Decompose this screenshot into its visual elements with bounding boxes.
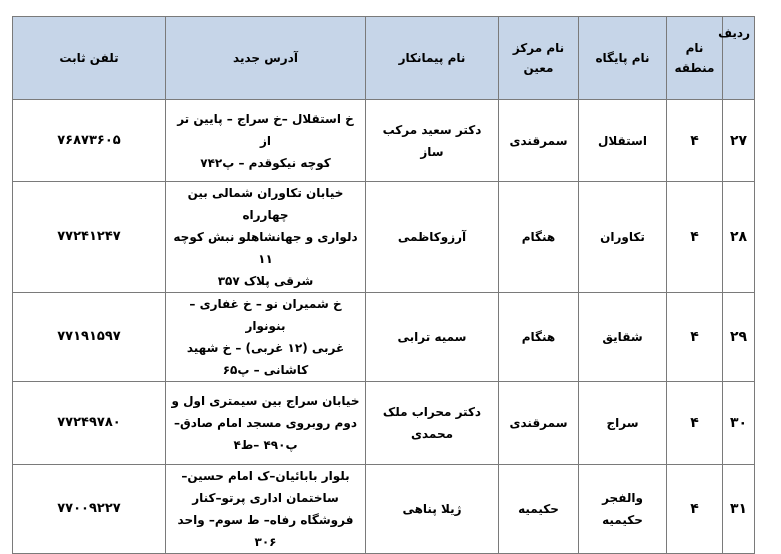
address-line: خیابان تکاوران شمالی بین چهارراه [187,186,344,222]
cell-address [166,465,366,554]
cell-payegah: شقایق [579,293,667,382]
address-line: فروشگاه رفاه– ط سوم– واحد ۳۰۶ [177,513,354,549]
cell-markaz: حکیمیه [499,465,579,554]
header-mantaqe: نام منطقه [667,17,723,100]
address-line: شرقی پلاک ۳۵۷ [217,274,314,288]
table-row [13,465,755,554]
cell-address [166,382,366,465]
header-peymankar: نام پیمانکار [366,17,499,100]
cell-markaz: سمرقندی [499,100,579,182]
cell-phone: ۷۷۰۰۹۲۲۷ [13,465,166,554]
cell-payegah: سراج [579,382,667,465]
cell-peymankar: دکتر سعید مرکب ساز [366,100,499,182]
cell-radif: ۳۱ [723,465,755,554]
address-line: دلواری و جهانشاهلو نبش کوچه ۱۱ [173,230,358,266]
address-line: پ۴۹۰ –ط۴ [233,438,298,452]
cell-peymankar: ژیلا پناهی [366,465,499,554]
cell-mantaqe: ۴ [667,293,723,382]
address-line: دوم روبروی مسجد امام صادق– [174,416,357,430]
peymankar-line: دکتر محراب ملک [382,405,482,419]
address-line: غربی (۱۲ غربی) – خ شهید [186,341,345,355]
cell-payegah: تکاوران [579,182,667,293]
cell-phone: ۷۷۲۴۹۷۸۰ [13,382,166,465]
header-markaz: نام مرکز معین [499,17,579,100]
address-line: کاشانی – پ۶۵ [222,363,309,377]
cell-radif: ۲۹ [723,293,755,382]
peymankar-line: محمدی [410,427,454,441]
table-row [13,293,755,382]
address-line: کوچه نیکوقدم – پ۷۴۲ [200,155,331,170]
cell-payegah: والفجر حکیمیه [579,465,667,554]
header-radif: ردیف [723,17,755,100]
cell-address [166,182,366,293]
table-row [13,382,755,465]
cell-markaz: هنگام [499,182,579,293]
address-line: بلوار بابائیان–ک امام حسین– [181,469,350,483]
table-row [13,182,755,293]
address-line: خیابان سراج بین سیمتری اول و [171,394,360,408]
cell-mantaqe: ۴ [667,182,723,293]
cell-peymankar [366,382,499,465]
cell-peymankar: سمیه ترابی [366,293,499,382]
address-line: ساختمان اداری پرتو–کنار [192,491,339,505]
address-line: خ شمیران نو – خ غفاری – بنونوار [189,297,342,333]
cell-address [166,100,366,182]
cell-radif: ۲۸ [723,182,755,293]
header-address: آدرس جدید [166,17,366,100]
header-phone: تلفن ثابت [13,17,166,100]
cell-phone: ۷۷۲۴۱۲۴۷ [13,182,166,293]
header-payegah: نام پایگاه [579,17,667,100]
cell-peymankar: آرزوکاظمی [366,182,499,293]
cell-radif: ۲۷ [723,100,755,182]
cell-mantaqe: ۴ [667,100,723,182]
cell-phone: ۷۶۸۷۳۶۰۵ [13,100,166,182]
table-row [13,100,755,182]
cell-radif: ۳۰ [723,382,755,465]
cell-mantaqe: ۴ [667,382,723,465]
cell-markaz: هنگام [499,293,579,382]
header-row [13,17,755,100]
cell-phone: ۷۷۱۹۱۵۹۷ [13,293,166,382]
contractors-table [12,16,755,554]
cell-address [166,293,366,382]
cell-payegah: استقلال [579,100,667,182]
cell-mantaqe: ۴ [667,465,723,554]
cell-markaz: سمرقندی [499,382,579,465]
address-line: خ استقلال –خ سراج – پایین تر از [177,111,354,148]
